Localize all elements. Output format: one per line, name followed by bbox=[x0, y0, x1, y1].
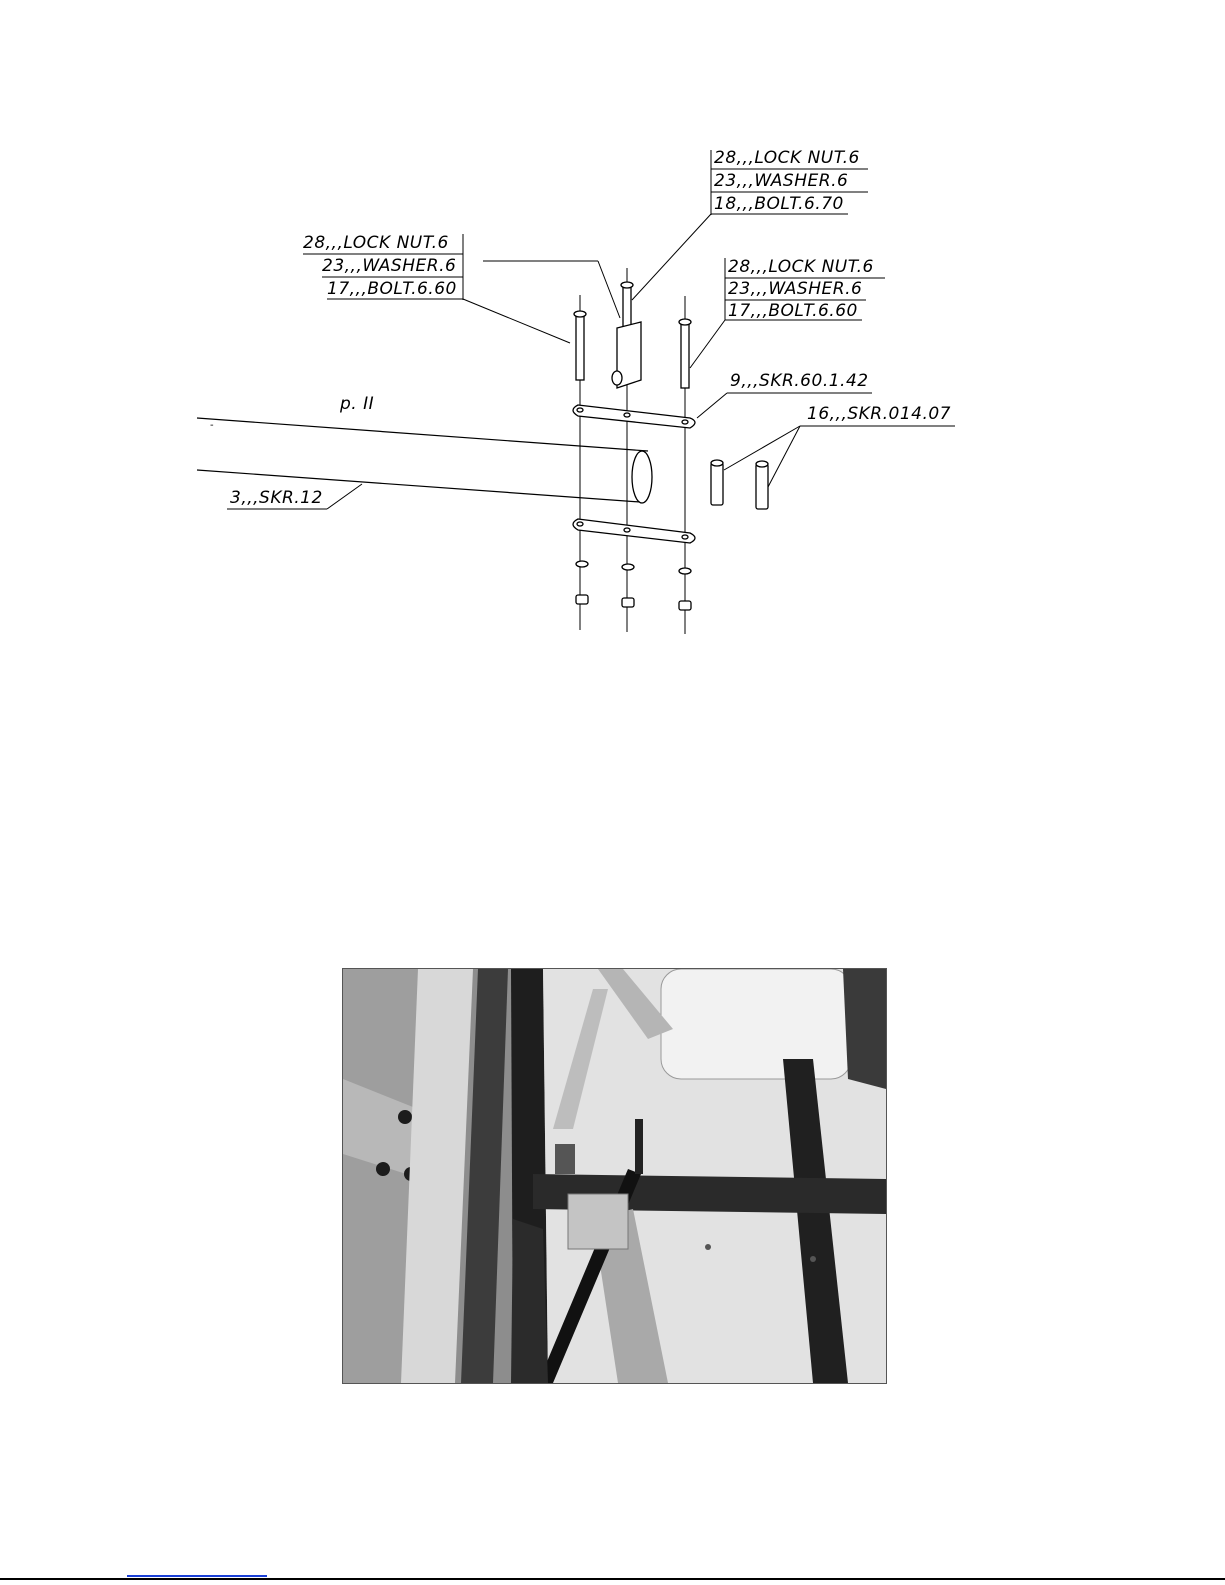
label-left-bolt: 17,,,BOLT.6.60 bbox=[327, 279, 457, 299]
label-left-washer: 23,,,WASHER.6 bbox=[322, 256, 457, 276]
label-group-right bbox=[690, 257, 885, 368]
label-right-washer: 23,,,WASHER.6 bbox=[728, 279, 863, 299]
svg-text:3,,,SKR.12: 3,,,SKR.12 bbox=[230, 488, 323, 508]
label-group-left bbox=[303, 233, 620, 343]
label-tube bbox=[227, 484, 362, 509]
assembly-photo bbox=[342, 968, 887, 1384]
lock-nuts bbox=[576, 595, 691, 610]
washers bbox=[576, 561, 691, 574]
plate-upper bbox=[573, 405, 695, 428]
bracket-block bbox=[612, 322, 641, 388]
svg-text:16,,,SKR.014.07: 16,,,SKR.014.07 bbox=[807, 404, 951, 424]
bolt-right bbox=[679, 296, 691, 634]
svg-text:9,,,SKR.60.1.42: 9,,,SKR.60.1.42 bbox=[730, 371, 869, 391]
label-left-locknut: 28,,,LOCK NUT.6 bbox=[303, 233, 449, 253]
page-reference: p. II bbox=[340, 394, 375, 414]
label-top-bolt: 18,,,BOLT.6.70 bbox=[714, 194, 844, 214]
photo-image bbox=[343, 969, 886, 1383]
plate-lower bbox=[573, 519, 695, 543]
label-group-top bbox=[632, 148, 868, 300]
footer-link-underline[interactable] bbox=[127, 1575, 267, 1577]
svg-text:-: - bbox=[210, 420, 214, 431]
label-top-locknut: 28,,,LOCK NUT.6 bbox=[714, 148, 860, 168]
label-right-locknut: 28,,,LOCK NUT.6 bbox=[728, 257, 874, 277]
bolt-left bbox=[574, 295, 586, 630]
label-top-washer: 23,,,WASHER.6 bbox=[714, 171, 849, 191]
spacer-tubes bbox=[711, 460, 768, 509]
footer-rule bbox=[0, 1578, 1225, 1580]
label-right-bolt: 17,,,BOLT.6.60 bbox=[728, 301, 858, 321]
